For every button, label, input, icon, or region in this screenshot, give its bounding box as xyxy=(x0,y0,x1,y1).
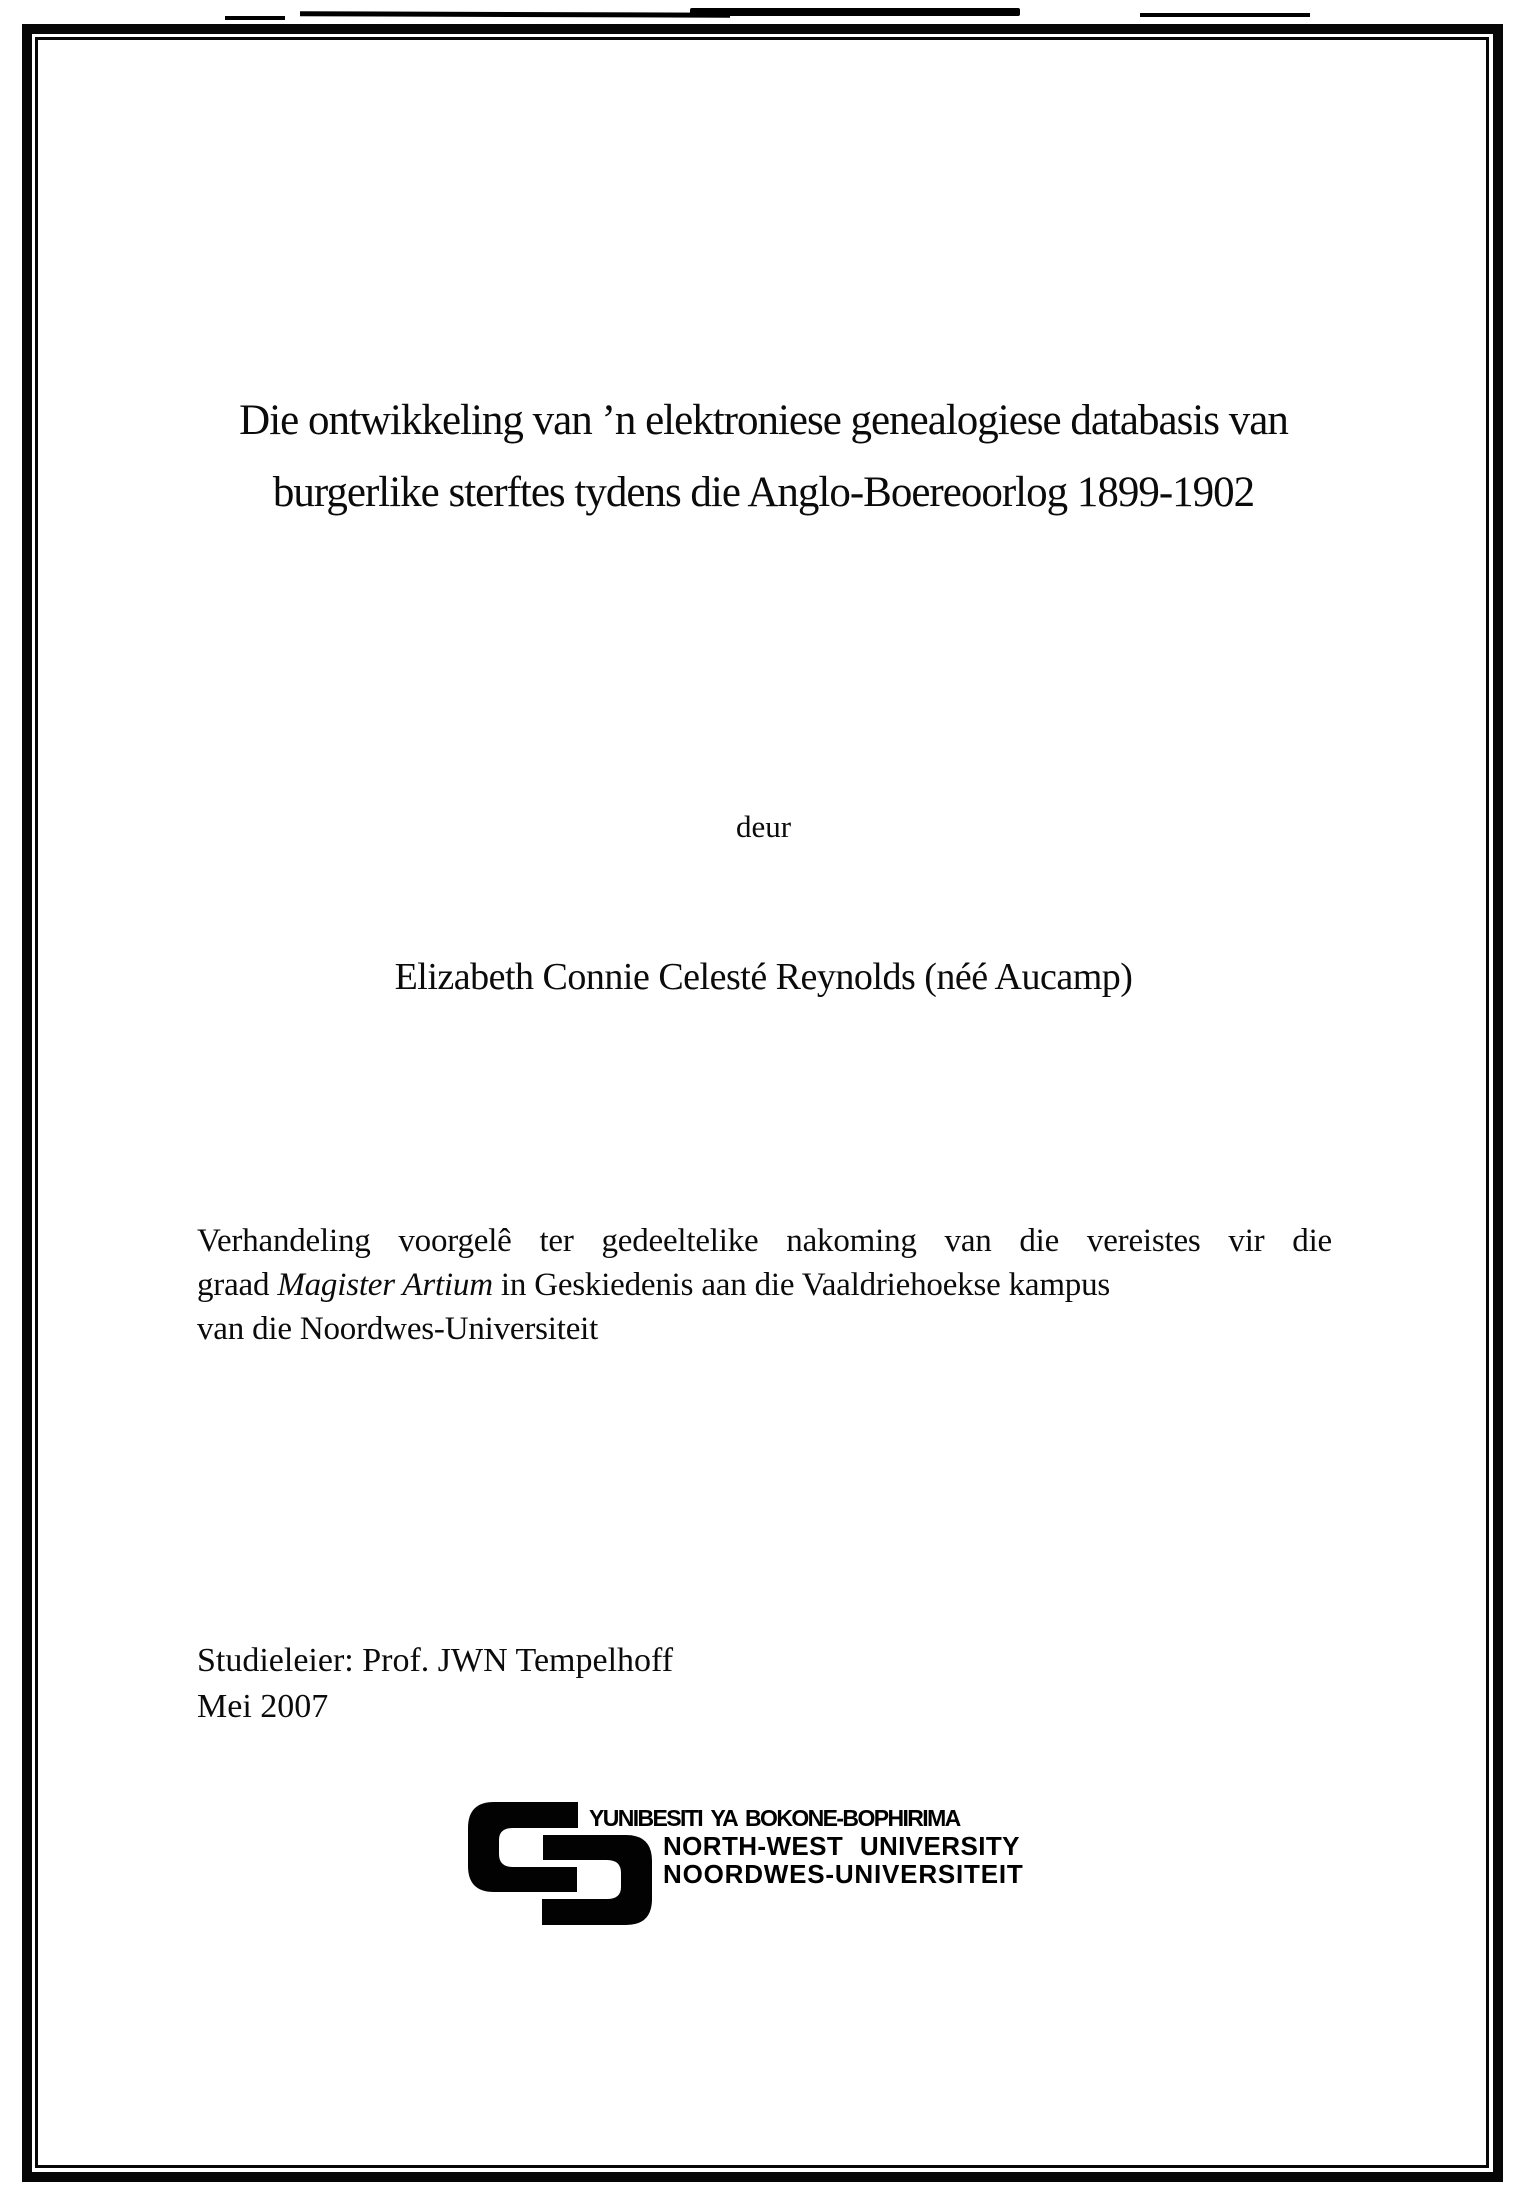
author-name: Elizabeth Connie Celesté Reynolds (néé Aucamp) xyxy=(394,956,1133,998)
declaration-line-3: van die Noordwes-Universiteit xyxy=(197,1311,599,1347)
thesis-title-line-1: Die ontwikkeling van ’n elektroniese genealogiese databasis van xyxy=(239,397,1288,444)
thesis-title xyxy=(0,385,1527,529)
declaration-line2-prefix: graad xyxy=(197,1267,278,1303)
date-line: Mei 2007 xyxy=(197,1688,329,1725)
scan-noise xyxy=(225,16,285,20)
declaration-paragraph xyxy=(197,1219,1332,1351)
thesis-title-line-2: burgerlike sterftes tydens die Anglo-Boereoorlog 1899-1902 xyxy=(272,469,1255,516)
logo-wordmark-afrikaans: NOORDWES-UNIVERSITEIT xyxy=(663,1859,1024,1889)
logo-wordmark-english: NORTH-WEST UNIVERSITY xyxy=(663,1831,1020,1861)
declaration-line2-suffix: in Geskiedenis aan die Vaaldriehoekse kampus xyxy=(492,1267,1111,1303)
supervisor-line: Studieleier: Prof. JWN Tempelhoff xyxy=(197,1642,674,1679)
scan-noise xyxy=(1140,13,1310,17)
degree-name-italic: Magister Artium xyxy=(277,1267,493,1303)
logo-wordmark-setswana: YUNIBESITI YA BOKONE-BOPHIRIMA xyxy=(589,1805,960,1831)
scan-noise xyxy=(690,8,1020,16)
byline: deur xyxy=(735,809,792,844)
declaration-line-2 xyxy=(197,1263,1332,1307)
supervisor-block xyxy=(197,1638,673,1730)
declaration-line-1: Verhandeling voorgelê ter gedeeltelike nakoming van die vereistes vir die xyxy=(197,1223,1332,1259)
scan-noise xyxy=(300,11,730,18)
